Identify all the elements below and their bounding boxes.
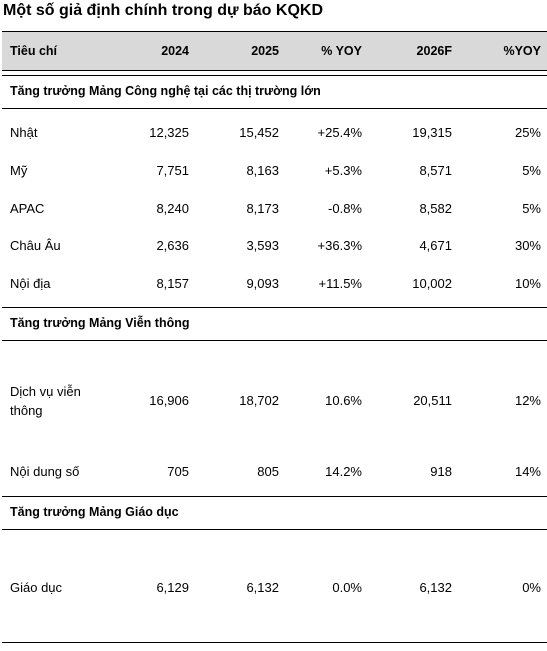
value-yoy-2026: 25%: [514, 125, 541, 140]
value-2025: 6,132: [246, 580, 279, 595]
value-yoy-2026: 10%: [514, 276, 541, 291]
value-2024: 8,240: [156, 201, 189, 216]
value-yoy-2026: 30%: [514, 238, 541, 253]
value-yoy-2026: 5%: [522, 201, 541, 216]
header-yoy: % YOY: [321, 44, 362, 58]
value-yoy: +25.4%: [317, 125, 362, 140]
section-label: Tăng trưởng Mảng Viễn thông: [10, 316, 190, 330]
value-2026f: 6,132: [419, 580, 452, 595]
value-2024: 16,906: [149, 393, 189, 408]
table-title: Một số giả định chính trong dự báo KQKD: [3, 2, 323, 19]
row-label: Châu Âu: [10, 238, 61, 253]
value-yoy: +5.3%: [324, 163, 362, 178]
row-label: Giáo dục: [10, 580, 63, 595]
header-2026f: 2026F: [416, 44, 452, 58]
row-label: Nội địa: [10, 276, 51, 291]
value-2026f: 4,671: [419, 238, 452, 253]
value-2024: 8,157: [156, 276, 189, 291]
section-technology: [2, 75, 547, 109]
row-label: Dịch vụ viễn thông: [10, 384, 81, 418]
bottom-divider: [2, 642, 547, 643]
value-2025: 8,163: [246, 163, 279, 178]
row-label: APAC: [10, 201, 45, 216]
header-2025: 2025: [251, 44, 279, 58]
header-criteria: Tiêu chí: [10, 44, 58, 58]
value-2025: 15,452: [239, 125, 279, 140]
value-2025: 3,593: [246, 238, 279, 253]
row-label: Nhật: [10, 125, 38, 140]
value-2024: 2,636: [156, 238, 189, 253]
value-yoy-2026: 0%: [522, 580, 541, 595]
value-2024: 7,751: [156, 163, 189, 178]
header-2024: 2024: [161, 44, 189, 58]
row-label: Mỹ: [10, 163, 28, 178]
section-telecom: [2, 307, 547, 341]
value-2025: 18,702: [239, 393, 279, 408]
value-yoy-2026: 12%: [514, 393, 541, 408]
value-2024: 12,325: [149, 125, 189, 140]
section-label: Tăng trưởng Mảng Công nghệ tại các thị trường lớn: [10, 84, 321, 98]
value-2026f: 19,315: [412, 125, 452, 140]
value-yoy: 10.6%: [325, 393, 362, 408]
value-2025: 9,093: [246, 276, 279, 291]
value-yoy: 0.0%: [332, 580, 362, 595]
row-label: Nội dung số: [10, 464, 80, 479]
value-2026f: 8,571: [419, 163, 452, 178]
value-2026f: 20,511: [413, 393, 452, 408]
value-2025: 8,173: [246, 201, 279, 216]
table-header: [2, 31, 547, 71]
value-yoy: +11.5%: [318, 276, 362, 291]
value-yoy-2026: 5%: [522, 163, 541, 178]
value-2025: 805: [257, 464, 279, 479]
header-yoy-2026: %YOY: [503, 44, 541, 58]
value-yoy-2026: 14%: [514, 464, 541, 479]
value-yoy: +36.3%: [317, 238, 362, 253]
value-yoy: -0.8%: [328, 201, 362, 216]
section-label: Tăng trưởng Mảng Giáo dục: [10, 505, 179, 519]
value-2024: 705: [167, 464, 189, 479]
value-2024: 6,129: [156, 580, 189, 595]
value-2026f: 8,582: [419, 201, 452, 216]
value-2026f: 918: [430, 464, 452, 479]
value-2026f: 10,002: [412, 276, 452, 291]
section-education: [2, 496, 547, 530]
value-yoy: 14.2%: [325, 464, 362, 479]
